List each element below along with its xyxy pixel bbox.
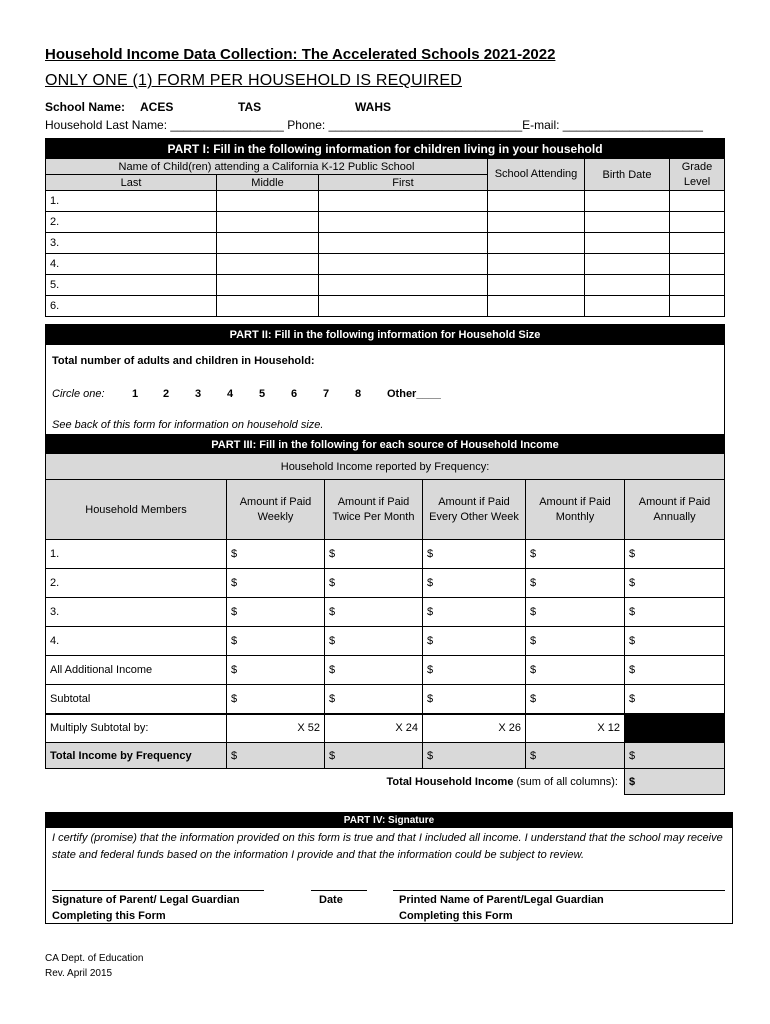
amount-cell[interactable]: $ (625, 569, 725, 598)
signature-label-line2: Completing this Form (52, 910, 166, 922)
amount-cell[interactable]: $ (423, 627, 526, 656)
amount-cell[interactable]: $ (526, 598, 625, 627)
size-option-5[interactable]: 5 (259, 388, 266, 400)
printed-name-line[interactable] (393, 890, 725, 891)
cell[interactable] (488, 233, 585, 254)
table-row (46, 598, 725, 627)
weekly-header: Amount if Paid Weekly (227, 480, 325, 540)
size-option-3[interactable]: 3 (195, 388, 202, 400)
amount-cell[interactable]: $ (526, 685, 625, 714)
multiplier-weekly: X 52 (227, 714, 325, 743)
member-label: 4. (46, 627, 227, 656)
table-row (46, 191, 725, 212)
cell[interactable] (670, 275, 725, 296)
cell[interactable] (488, 296, 585, 317)
email-field[interactable]: E-mail: _____________________ (522, 118, 703, 132)
signature-box (46, 828, 733, 924)
amount-cell[interactable]: $ (526, 540, 625, 569)
cell[interactable] (217, 275, 319, 296)
row-number[interactable]: 6. (46, 296, 217, 317)
cell[interactable] (670, 212, 725, 233)
cell[interactable] (585, 212, 670, 233)
cell[interactable] (670, 296, 725, 317)
total-by-frequency-row (46, 743, 725, 769)
table-row (46, 540, 725, 569)
size-option-2[interactable]: 2 (163, 388, 170, 400)
total-cell[interactable]: $ (625, 743, 725, 769)
row-number[interactable]: 5. (46, 275, 217, 296)
member-label: Subtotal (46, 685, 227, 714)
row-number[interactable]: 3. (46, 233, 217, 254)
row-number[interactable]: 2. (46, 212, 217, 233)
multiply-row (46, 714, 725, 743)
size-option-other[interactable]: Other____ (387, 388, 441, 400)
amount-cell[interactable]: $ (227, 540, 325, 569)
amount-cell[interactable]: $ (625, 627, 725, 656)
total-cell[interactable]: $ (325, 743, 423, 769)
table-row (46, 656, 725, 685)
cell[interactable] (488, 275, 585, 296)
signature-label: Signature of Parent/ Legal Guardian (52, 894, 240, 906)
amount-cell[interactable]: $ (625, 598, 725, 627)
part3-table (45, 435, 725, 795)
cell[interactable] (585, 191, 670, 212)
circle-one-label: Circle one: (52, 388, 105, 400)
school-option-tas[interactable]: TAS (238, 100, 262, 114)
every-other-week-header: Amount if Paid Every Other Week (423, 480, 526, 540)
total-by-frequency-label: Total Income by Frequency (46, 743, 227, 769)
table-row (46, 296, 725, 317)
cell[interactable] (217, 212, 319, 233)
school-attending-header: School Attending (488, 159, 585, 191)
part2-table (45, 324, 725, 435)
amount-cell[interactable]: $ (423, 598, 526, 627)
household-size-note: See back of this form for information on household size. (52, 419, 324, 431)
size-option-1[interactable]: 1 (132, 388, 139, 400)
annually-header: Amount if Paid Annually (625, 480, 725, 540)
amount-cell[interactable]: $ (325, 598, 423, 627)
cell[interactable] (319, 233, 488, 254)
household-contact-row (45, 118, 703, 132)
total-cell[interactable]: $ (526, 743, 625, 769)
child-name-header: Name of Child(ren) attending a California K-12 Public School (46, 159, 488, 175)
first-name-header: First (319, 175, 488, 191)
cell[interactable] (217, 254, 319, 275)
member-label: All Additional Income (46, 656, 227, 685)
amount-cell[interactable]: $ (423, 656, 526, 685)
part1-title: PART I: Fill in the following information for children living in your household (46, 139, 725, 159)
footer-dept: CA Dept. of Education (45, 953, 144, 964)
size-option-7[interactable]: 7 (323, 388, 330, 400)
form-subtitle: ONLY ONE (1) FORM PER HOUSEHOLD IS REQUIRED (45, 72, 462, 89)
school-option-aces[interactable]: ACES (140, 100, 174, 114)
twice-per-month-header: Amount if Paid Twice Per Month (325, 480, 423, 540)
amount-cell[interactable]: $ (423, 540, 526, 569)
amount-cell[interactable]: $ (526, 569, 625, 598)
cell[interactable] (319, 191, 488, 212)
size-option-6[interactable]: 6 (291, 388, 298, 400)
amount-cell[interactable]: $ (227, 656, 325, 685)
cell[interactable] (319, 212, 488, 233)
amount-cell[interactable]: $ (227, 685, 325, 714)
certification-text: I certify (promise) that the information provided on this form is true and that I included all income. I understand that the school may receive state and federal funds based on the information I provide and that the information could be subject to review. (52, 832, 723, 861)
amount-cell[interactable]: $ (423, 685, 526, 714)
total-household-row (46, 769, 725, 795)
part3-title: PART III: Fill in the following for each source of Household Income (46, 436, 725, 454)
monthly-header: Amount if Paid Monthly (526, 480, 625, 540)
footer-revision: Rev. April 2015 (45, 968, 113, 979)
last-name-header: Last (46, 175, 217, 191)
total-household-label-cell (46, 769, 625, 795)
cell[interactable] (585, 254, 670, 275)
member-label: 1. (46, 540, 227, 569)
cell[interactable] (217, 233, 319, 254)
school-name-row (45, 100, 445, 116)
multiplier-twice-monthly: X 24 (325, 714, 423, 743)
blackout-cell (625, 714, 725, 743)
amount-cell[interactable]: $ (526, 656, 625, 685)
table-row (46, 233, 725, 254)
date-line[interactable] (311, 890, 367, 891)
cell[interactable] (488, 212, 585, 233)
cell[interactable] (585, 296, 670, 317)
row-number[interactable]: 1. (46, 191, 217, 212)
multiply-label: Multiply Subtotal by: (46, 714, 227, 743)
table-row (46, 254, 725, 275)
amount-cell[interactable]: $ (423, 569, 526, 598)
amount-cell[interactable]: $ (227, 598, 325, 627)
household-size-box (46, 345, 725, 435)
cell[interactable] (488, 254, 585, 275)
cell[interactable] (670, 254, 725, 275)
household-total-label: Total number of adults and children in Household: (52, 355, 315, 367)
size-option-8[interactable]: 8 (355, 388, 362, 400)
date-label: Date (319, 894, 343, 906)
cell[interactable] (488, 191, 585, 212)
cell[interactable] (217, 296, 319, 317)
cell[interactable] (217, 191, 319, 212)
multiplier-every-other-week: X 26 (423, 714, 526, 743)
table-row (46, 569, 725, 598)
amount-cell[interactable]: $ (227, 569, 325, 598)
part4-table (45, 812, 733, 924)
cell[interactable] (319, 296, 488, 317)
table-row (46, 627, 725, 656)
part4-title: PART IV: Signature (46, 813, 733, 828)
cell[interactable] (670, 233, 725, 254)
frequency-header: Household Income reported by Frequency: (46, 454, 725, 480)
row-number[interactable]: 4. (46, 254, 217, 275)
amount-cell[interactable]: $ (325, 540, 423, 569)
signature-line[interactable] (52, 890, 264, 891)
printed-name-label: Printed Name of Parent/Legal Guardian (399, 894, 604, 906)
table-row (46, 275, 725, 296)
part2-title: PART II: Fill in the following information for Household Size (46, 325, 725, 345)
table-row (46, 685, 725, 714)
part1-table (45, 138, 725, 317)
member-label: 3. (46, 598, 227, 627)
amount-cell[interactable]: $ (325, 569, 423, 598)
household-members-header: Household Members (46, 480, 227, 540)
cell[interactable] (585, 233, 670, 254)
school-name-label: School Name: (45, 100, 126, 114)
amount-cell[interactable]: $ (625, 540, 725, 569)
size-option-4[interactable]: 4 (227, 388, 234, 400)
total-household-cell[interactable]: $ (625, 769, 725, 795)
printed-name-label-line2: Completing this Form (399, 910, 513, 922)
amount-cell[interactable]: $ (227, 627, 325, 656)
amount-cell[interactable]: $ (325, 627, 423, 656)
cell[interactable] (585, 275, 670, 296)
amount-cell[interactable]: $ (526, 627, 625, 656)
cell[interactable] (319, 254, 488, 275)
total-cell[interactable]: $ (423, 743, 526, 769)
household-last-name-field[interactable]: Household Last Name: _________________ (45, 118, 284, 132)
total-household-note: (sum of all columns): (516, 775, 618, 788)
multiplier-monthly: X 12 (526, 714, 625, 743)
birth-date-header: Birth Date (585, 159, 670, 191)
cell[interactable] (319, 275, 488, 296)
footer (45, 951, 143, 981)
middle-name-header: Middle (217, 175, 319, 191)
total-cell[interactable]: $ (227, 743, 325, 769)
table-row (46, 212, 725, 233)
grade-level-header: Grade Level (670, 159, 725, 191)
total-household-label: Total Household Income (386, 775, 514, 788)
member-label: 2. (46, 569, 227, 598)
cell[interactable] (670, 191, 725, 212)
amount-cell[interactable]: $ (625, 685, 725, 714)
phone-field[interactable]: Phone: _____________________________ (287, 118, 523, 132)
amount-cell[interactable]: $ (325, 656, 423, 685)
school-option-wahs[interactable]: WAHS (355, 100, 391, 114)
amount-cell[interactable]: $ (325, 685, 423, 714)
amount-cell[interactable]: $ (625, 656, 725, 685)
form-title: Household Income Data Collection: The Accelerated Schools 2021-2022 (45, 46, 556, 63)
